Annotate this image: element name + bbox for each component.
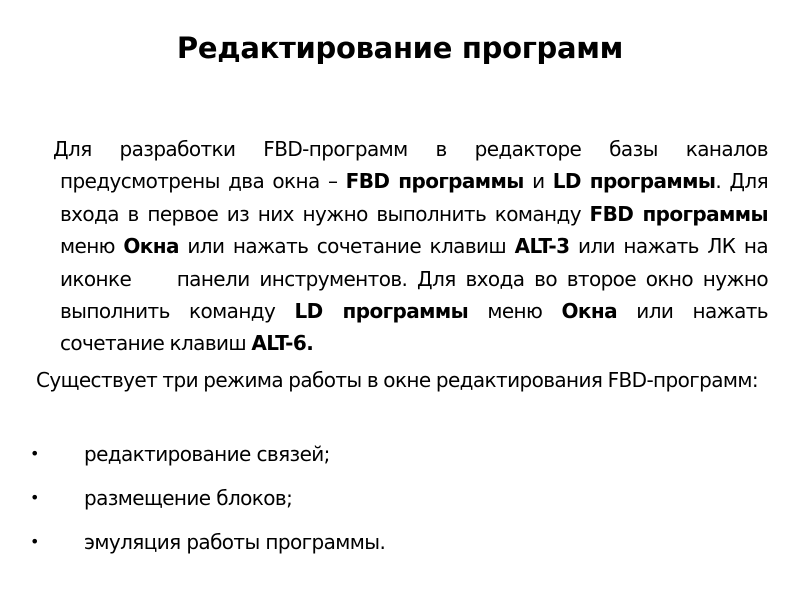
- bullet-marker: •: [30, 444, 39, 463]
- list-item: [0, 476, 800, 520]
- slide-title: Редактирование программ: [176, 31, 624, 65]
- text-run: или нажать сочетание клавиш: [178, 234, 515, 259]
- modes-intro-paragraph: Существует три режима работы в окне редактирования FBD-программ:: [36, 368, 759, 392]
- bold-term-windows-menu: Окна: [123, 234, 179, 259]
- bold-term-fbd-programs: FBD программы: [345, 169, 524, 194]
- list-item-text: редактирование связей;: [84, 442, 330, 466]
- text-run: или нажать ЛК на иконке: [60, 234, 768, 291]
- list-item-text: размещение блоков;: [84, 486, 293, 510]
- list-item-text: эмуляция работы программы.: [84, 530, 386, 554]
- bold-term-windows-menu-2: Окна: [561, 299, 618, 324]
- bold-term-ld-command: LD программы: [294, 299, 469, 324]
- modes-list: [0, 432, 800, 564]
- text-run: Для разработки FBD-программ в редакторе базы каналов предусмотрены два окна –: [53, 137, 768, 194]
- text-run: . Для входа в первое из них нужно выполнить команду: [60, 169, 769, 226]
- bold-term-ld-programs: LD программы: [552, 169, 716, 194]
- text-run: панели инструментов. Для входа во второе окно нужно выполнить команду: [60, 266, 769, 324]
- bullet-marker: •: [30, 532, 39, 551]
- text-run: или нажать сочетание клавиш: [60, 299, 768, 356]
- bold-term-alt-3: ALT-3: [514, 234, 570, 259]
- bold-term-alt-6: ALT-6.: [251, 331, 314, 356]
- text-run: меню: [60, 234, 124, 259]
- bullet-marker: •: [30, 488, 39, 507]
- bold-term-fbd-command: FBD программы: [589, 201, 768, 226]
- text-run: и: [523, 169, 553, 194]
- list-item: [0, 520, 800, 564]
- fbd-windows-paragraph: [53, 133, 769, 360]
- text-run: меню: [468, 299, 562, 324]
- list-item: [0, 432, 800, 476]
- toolbar-icon-placeholder: [141, 270, 167, 290]
